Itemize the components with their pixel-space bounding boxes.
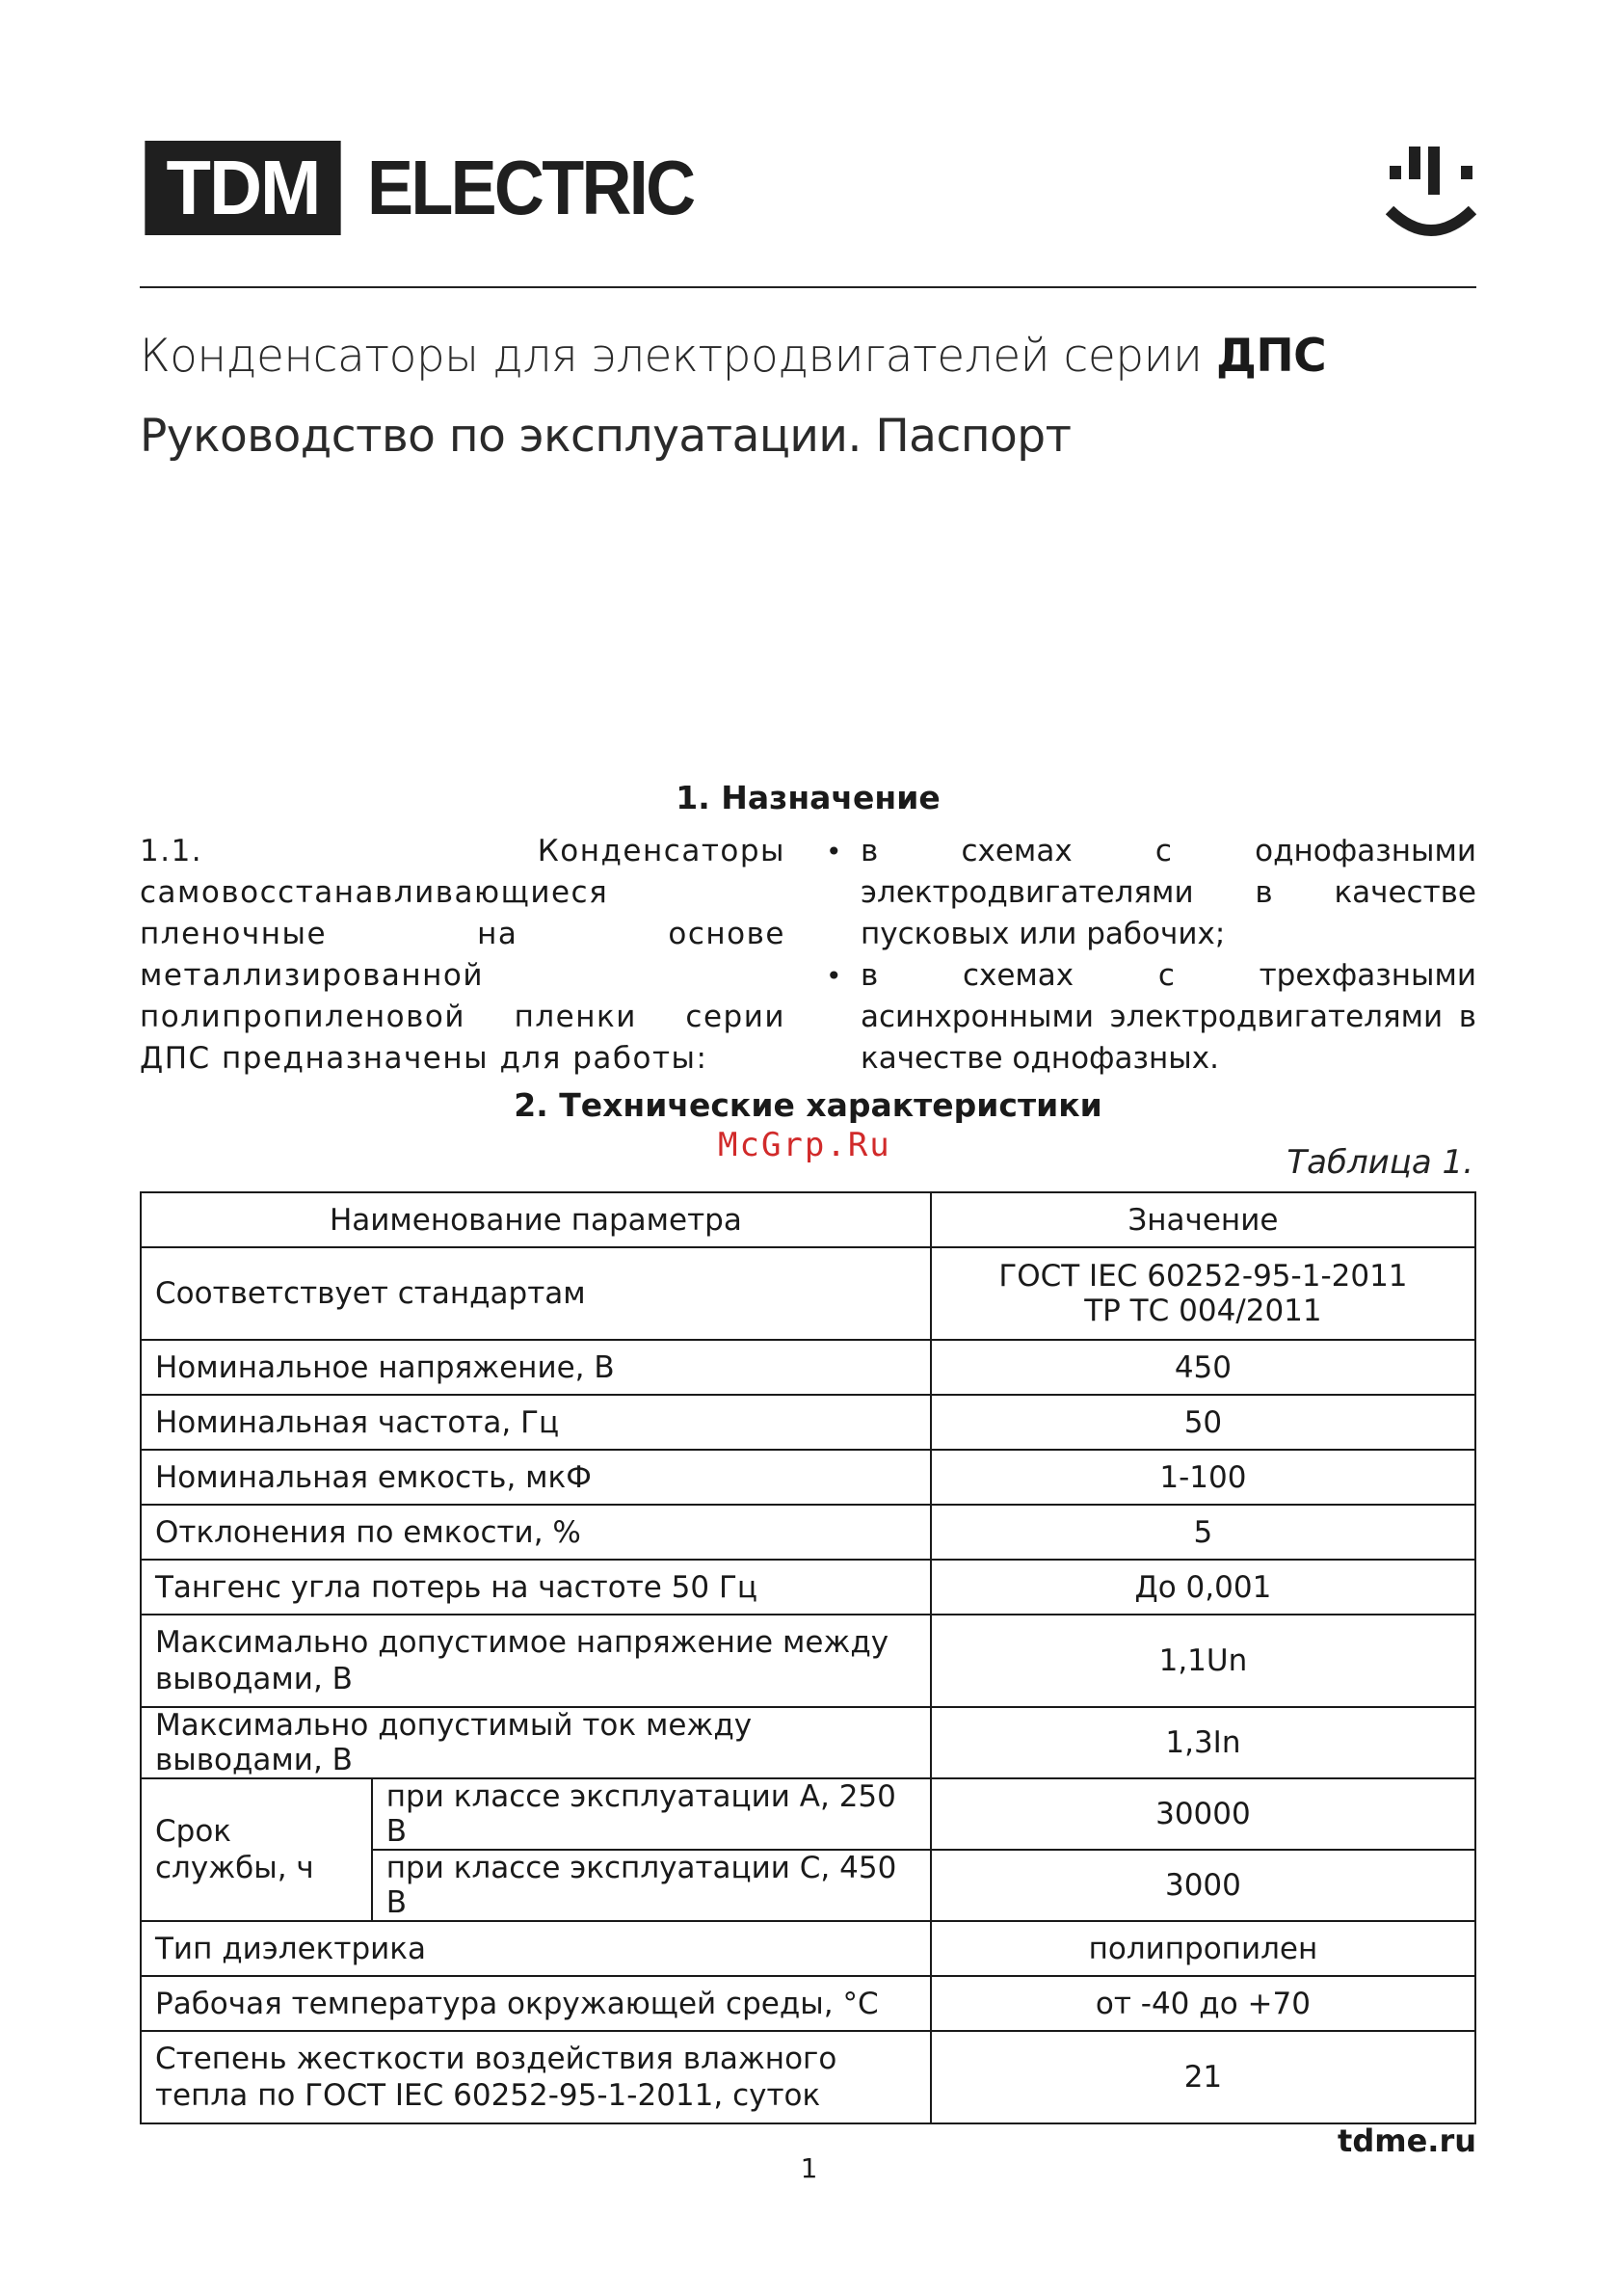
table-row — [141, 1560, 1475, 1615]
row-value: 1,3In — [931, 1707, 1475, 1778]
specs-table — [140, 1191, 1476, 2124]
document-title: Конденсаторы для электродвигателей серии ДПС — [140, 330, 1327, 383]
series-name: ДПС — [1215, 330, 1327, 383]
section-heading-purpose: 1. Назначение — [676, 779, 941, 816]
row-value: 5 — [931, 1505, 1475, 1560]
row-label: Максимально допустимый ток между выводами, В — [141, 1707, 931, 1778]
row-label: Отклонения по емкости, % — [141, 1505, 931, 1560]
column-header-param: Наименование параметра — [141, 1192, 931, 1247]
row-sublabel: при классе эксплуатации С, 450 В — [372, 1850, 931, 1921]
table-row — [141, 1505, 1475, 1560]
table-row — [141, 1778, 1475, 1850]
row-value: 21 — [931, 2031, 1475, 2123]
table-header-row — [141, 1192, 1475, 1247]
row-value: 50 — [931, 1395, 1475, 1450]
column-header-value: Значение — [931, 1192, 1475, 1247]
purpose-intro: 1.1. Конденсаторы самовосстанавливающиеся пленочные на основе металлизированной полипропиленовой пленки серии ДПС предназначены для работы: — [140, 834, 785, 1076]
row-value: полипропилен — [931, 1921, 1475, 1976]
row-value: 1,1Un — [931, 1615, 1475, 1707]
row-value: До 0,001 — [931, 1560, 1475, 1615]
table-row — [141, 1340, 1475, 1395]
header-divider — [140, 286, 1476, 288]
page-number: 1 — [800, 2152, 818, 2184]
brand-logo — [140, 141, 729, 235]
document-subtitle: Руководство по эксплуатации. Паспорт — [140, 410, 1072, 463]
list-item: • в схемах с однофазными электродвигателями в качестве пусковых или рабочих; — [826, 831, 1476, 955]
table-row — [141, 2031, 1475, 2123]
tdm-smile-icon — [1386, 143, 1476, 239]
row-label: Тип диэлектрика — [141, 1921, 931, 1976]
table-row — [141, 1921, 1475, 1976]
row-label: Номинальная емкость, мкФ — [141, 1450, 931, 1505]
table-row — [141, 1976, 1475, 2031]
purpose-list — [826, 831, 1476, 1080]
table-row — [141, 1707, 1475, 1778]
row-value: 30000 — [931, 1778, 1475, 1850]
row-value: 3000 — [931, 1850, 1475, 1921]
row-label: Соответствует стандартам — [141, 1247, 931, 1340]
row-label: Тангенс угла потерь на частоте 50 Гц — [141, 1560, 931, 1615]
row-value: 450 — [931, 1340, 1475, 1395]
table-row — [141, 1450, 1475, 1505]
row-label: Рабочая температура окружающей среды, °С — [141, 1976, 931, 2031]
row-value: 1-100 — [931, 1450, 1475, 1505]
row-value: ГОСТ IEC 60252-95-1-2011 ТР ТС 004/2011 — [931, 1247, 1475, 1340]
table-caption: Таблица 1. — [1286, 1143, 1473, 1182]
row-label-service-life: Срок службы, ч — [141, 1778, 372, 1921]
row-label: Номинальное напряжение, В — [141, 1340, 931, 1395]
row-sublabel: при классе эксплуатации А, 250 В — [372, 1778, 931, 1850]
row-value: от -40 до +70 — [931, 1976, 1475, 2031]
list-item: • в схемах с трехфазными асинхронными электродвигателями в качестве однофазных. — [826, 955, 1476, 1080]
watermark-text: McGrp.Ru — [718, 1126, 891, 1164]
table-row — [141, 1247, 1475, 1340]
logo-box: TDM — [145, 141, 340, 235]
logo-word: ELECTRIC — [367, 145, 694, 230]
table-row — [141, 1615, 1475, 1707]
section-heading-specs: 2. Технические характеристики — [514, 1086, 1102, 1124]
row-label: Максимально допустимое напряжение между выводами, В — [141, 1615, 931, 1707]
row-label: Номинальная частота, Гц — [141, 1395, 931, 1450]
row-label: Степень жесткости воздействия влажного тепла по ГОСТ IEC 60252-95-1-2011, суток — [141, 2031, 931, 2123]
table-row — [141, 1395, 1475, 1450]
website-link[interactable]: tdme.ru — [1338, 2122, 1476, 2159]
